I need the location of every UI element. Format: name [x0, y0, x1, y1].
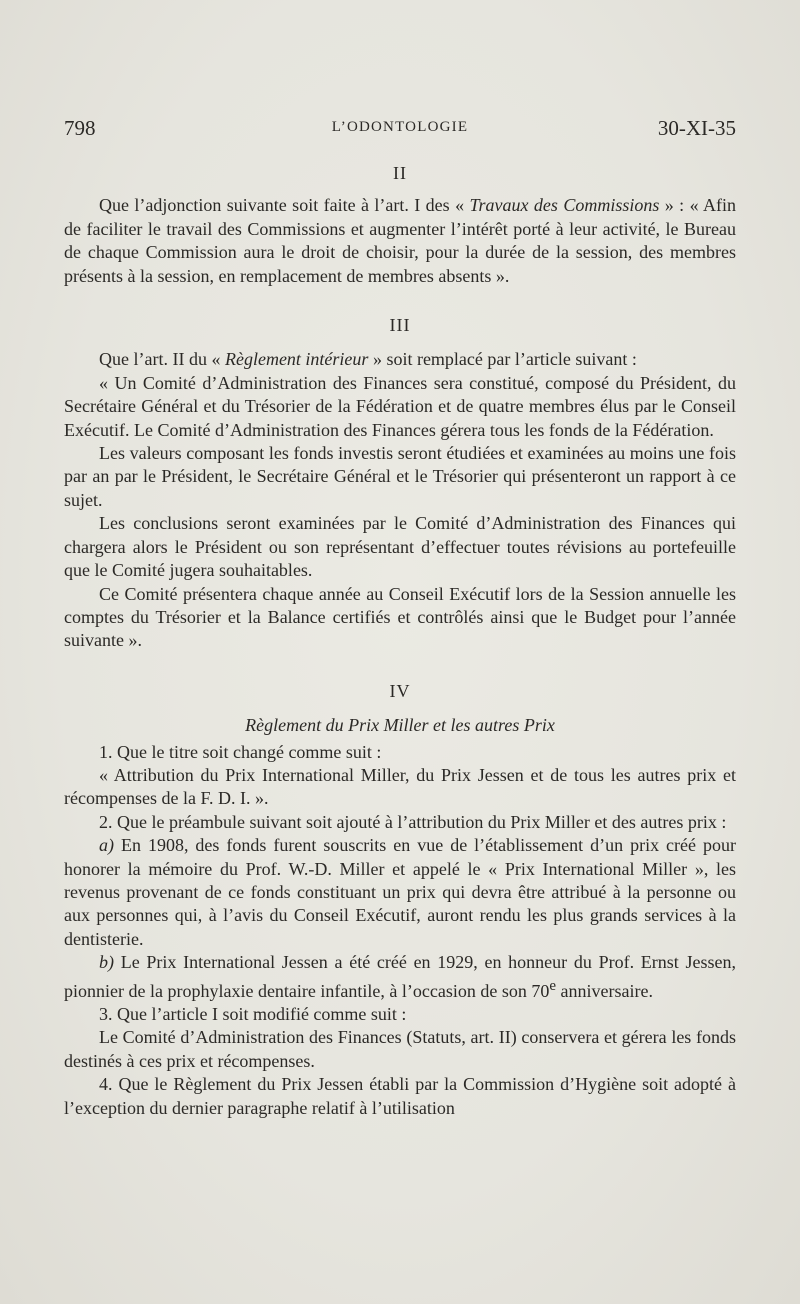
- paragraph: 1. Que le titre soit changé comme suit :: [99, 741, 382, 762]
- paragraph: « Un Comité d’Administration des Finances sera constitué, composé du Président, du Secrétaire Général et du Trésorier de la Fédération et de quatre membres élus par le Conseil Exécutif. Le Comité d’Administration des Finances gérera tous les fonds de la Fédération.: [64, 372, 736, 440]
- paragraph: b) Le Prix International Jessen a été créé en 1929, en honneur du Prof. Ernst Jessen, pionnier de la prophylaxie dentaire infantile, à l’occasion de son 70e anniversaire.: [64, 952, 736, 1001]
- running-header: [64, 116, 736, 146]
- paragraph: « Attribution du Prix International Miller, du Prix Jessen et de tous les autres prix et récompenses de la F. D. I. ».: [64, 764, 736, 809]
- section-heading-4: IV: [389, 680, 411, 701]
- page-number: 798: [64, 116, 96, 140]
- section-heading-2: II: [393, 163, 407, 183]
- paragraph: Le Comité d’Administration des Finances (Statuts, art. II) conservera et gérera les fonds destinés à ces prix et récompenses.: [64, 1027, 736, 1071]
- paragraph: a) En 1908, des fonds furent souscrits en vue de l’établissement d’un prix créé pour honorer la mémoire du Prof. W.-D. Miller et appelé le « Prix International Miller », les revenus provenant de ce fonds constituant un prix qui devra être attribué à la personne ou aux personnes qui, à l’avis du Conseil Exécutif, auront rendu les plus grands services à la dentisterie.: [64, 835, 736, 949]
- paragraph: 2. Que le préambule suivant soit ajouté à l’attribution du Prix Miller et des autres prix :: [99, 811, 727, 832]
- journal-title: L’ODONTOLOGIE: [331, 119, 469, 135]
- issue-date: 30-XI-35: [657, 116, 736, 140]
- paragraph: Les conclusions seront examinées par le Comité d’Administration des Finances qui chargera alors le Président ou son représentant d’effectuer toutes révisions au portefeuille que le Comité jugera souhaitables.: [64, 513, 736, 581]
- paragraph: Ce Comité présentera chaque année au Conseil Exécutif lors de la Session annuelle les comptes du Trésorier et la Balance certifiés et contrôlés ainsi que le Budget pour l’année suivante ».: [64, 583, 736, 651]
- paragraph: Les valeurs composant les fonds investis seront étudiées et examinées au moins une fois par an par le Président, le Secrétaire Général et le Trésorier qui présenteront un rapport à ce sujet.: [64, 443, 736, 510]
- section-heading-3: III: [389, 315, 411, 336]
- article-body: [64, 160, 736, 1120]
- paragraph: Que l’adjonction suivante soit faite à l’art. I des « Travaux des Commissions » : « Afin de faciliter le travail des Commissions et augmenter l’intérêt porté à leur activité, le Bureau de chaque Commission aura le droit de choisir, pour la durée de la session, des membres présents à la session, en remplacement de membres absents ».: [64, 195, 736, 286]
- section-subtitle: Règlement du Prix Miller et les autres Prix: [245, 715, 555, 736]
- paragraph: Que l’art. II du « Règlement intérieur » soit remplacé par l’article suivant :: [99, 349, 637, 370]
- paragraph: 3. Que l’article I soit modifié comme suit :: [99, 1004, 407, 1024]
- paragraph: 4. Que le Règlement du Prix Jessen établi par la Commission d’Hygiène soit adopté à l’exception du dernier paragraphe relatif à l’utilisation: [64, 1074, 736, 1118]
